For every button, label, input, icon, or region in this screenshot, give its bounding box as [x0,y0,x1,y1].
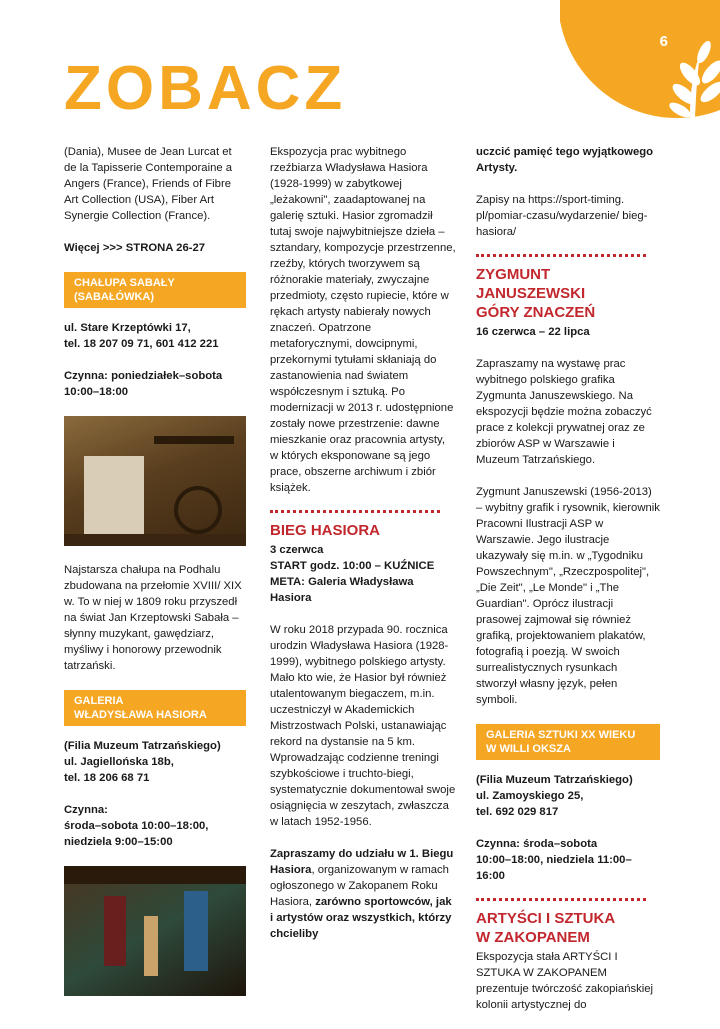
column-1 [64,144,246,1012]
sabala-contact [64,320,246,352]
banner-shape-2 [184,891,208,971]
intro-text: (Dania), Musee de Jean Lurcat et de la Tapisserie Contemporaine a Angers (France), Friends of Fibre Art Collection (USA), Fiber Art Synergie Collection (France). [64,146,233,222]
hasior-hours-2: niedziela 9:00–15:00 [64,836,173,848]
page-title: ZOBACZ [64,54,347,123]
bieg-date: 3 czerwca [270,544,324,556]
column-3 [476,144,660,1029]
sabala-hours-label: Czynna: poniedziałek–sobota [64,370,223,382]
page-number: 6 [659,33,668,50]
oksza-hours [476,836,660,884]
sabala-phone: tel. 18 207 09 71, 601 412 221 [64,338,219,350]
bieg-continued: uczcić pamięć tego wyjątkowego Artysty. [476,146,654,174]
januszewski-heading-line1: ZYGMUNT JANUSZEWSKI [476,266,586,302]
wheel-shape [174,486,222,534]
oksza-contact [476,772,660,820]
section-divider [476,898,646,901]
hasior-gallery-tag [64,690,246,726]
artysci-heading-line1: ARTYŚCI I SZTUKA [476,910,616,927]
hasior-hours-1: środa–sobota 10:00–18:00, [64,820,209,832]
januszewski-p1: Zapraszamy na wystawę prac wybitnego polskiego grafika Zygmunta Januszewskiego. Na ekspozycji będzie można zobaczyć prace z kolekcji prywatnej oraz ze zbiorów ASP w Warszawie i Muzeum Tatrzańskiego. [476,358,652,466]
more-link[interactable]: Więcej >>> STRONA 26-27 [64,242,206,254]
wheat-icon [650,40,720,118]
bieg-invite-mid: , organizowanym w ramach ogłoszonego w Zakopanem Roku Hasiora, [270,864,449,908]
hasior-contact [64,738,246,786]
ceiling-shape [64,866,246,884]
bieg-body: W roku 2018 przypada 90. rocznica urodzin Władysława Hasiora (1928-1999), wybitnego polskiego artysty. Mało kto wie, że Hasior był również utalentowanym biegaczem, m.in. uczestniczył w Akademickich Mistrzostwach Polski, ustanawiając rekord na dystansie na 5 km. Wprowadzając codzienne treningi szybkościowe i truchto-biegi, systematycznie dokumentował swoje osiągnięcia w zeszytach, zwłaszcza w latach 1952-1956. [270,624,456,828]
bieg-heading: BIEG HASIORA [270,522,381,539]
sabala-tag-line2: (SABAŁÓWKA) [74,291,155,303]
bieg-details [270,542,456,606]
sabala-hours [64,368,246,400]
hasior-tag-line2: WŁADYSŁAWA HASIORA [74,709,207,721]
sculpture-shape [144,916,158,976]
section-divider [270,510,440,513]
hasior-gallery-photo [64,866,246,996]
oksza-phone: tel. 692 029 817 [476,806,559,818]
artysci-body: Ekspozycja stała ARTYŚCI I SZTUKA W ZAKOPANEM prezentuje twórczość zakopiańskiej kolonii artystycznej do [476,951,654,1011]
section-divider [476,254,646,257]
sabala-tag-line1: CHAŁUPA SABAŁY [74,277,175,289]
bieg-invite-bold: Zapraszamy do udziału w 1. Biegu Hasiora [270,848,454,876]
artysci-heading [476,909,660,947]
page-corner [560,0,720,118]
oksza-tag-line1: GALERIA SZTUKI XX WIEKU [486,729,636,741]
sabala-address: ul. Stare Krzeptówki 17, [64,322,191,334]
banner-shape-1 [104,896,126,966]
column-2 [270,144,456,958]
bieg-invite [270,846,456,942]
artysci-heading-line2: W ZAKOPANEM [476,929,590,946]
sabala-hours-value: 10:00–18:00 [64,386,129,398]
oksza-tag [476,724,660,760]
oksza-address: ul. Zamoyskiego 25, [476,790,584,802]
oksza-hours-label: Czynna: środa–sobota [476,838,598,850]
sabala-desc: Najstarsza chałupa na Podhalu zbudowana na przełomie XVIII/ XIX w. To w niej w 1809 roku przyszedł na świat Jan Krzeptowski Sabała – słynny muzykant, gawędziarz, myśliwy i honorowy przewodnik tatrzański. [64,564,242,672]
januszewski-p2: Zygmunt Januszewski (1956-2013) – wybitny grafik i rysownik, kierownik Pracowni Ilustracji ASP w Warszawie. Jego ilustracje ukazywały się m.in. w „Tygodniku Powszechnym", „Rzeczpospolitej", „Die Zeit", „Le Monde" i „The Guardian". Oprócz ilustracji prasowej zajmował się również grafiką, projektowaniem plakatów, fotografią i poezją. W swoich surrealistycznych rysunkach stworzył własny język, pełen symboli. [476,486,660,706]
floor-shape [64,534,246,546]
hasior-tag-line1: GALERIA [74,695,124,707]
januszewski-heading-line2: GÓRY ZNACZEŃ [476,304,596,321]
hasior-phone: tel. 18 206 68 71 [64,772,150,784]
signup-link[interactable]: Zapisy na https://sport-timing. pl/pomiar-czasu/wydarzenie/ bieg-hasiora/ [476,194,648,238]
bieg-meta: META: Galeria Władysława Hasiora [270,576,414,604]
sabala-interior-photo [64,416,246,546]
oksza-branch: (Filia Muzeum Tatrzańskiego) [476,774,633,786]
hasior-hours [64,802,246,850]
hasior-address: ul. Jagiellońska 18b, [64,756,174,768]
bieg-invite-bold2: zarówno sportowców, jak i artystów oraz wszystkich, którzy chcieliby [270,896,452,940]
hasior-branch: (Filia Muzeum Tatrzańskiego) [64,740,221,752]
sabala-tag [64,272,246,308]
oksza-tag-line2: W WILLI OKSZA [486,743,571,755]
shelf-shape [154,436,234,444]
januszewski-heading [476,265,660,322]
bieg-start: START godz. 10:00 – KUŹNICE [270,560,435,572]
januszewski-dates: 16 czerwca – 22 lipca [476,326,590,338]
hasior-hours-label: Czynna: [64,804,108,816]
oksza-hours-value: 10:00–18:00, niedziela 11:00–16:00 [476,854,632,882]
hasior-exhibit-text: Ekspozycja prac wybitnego rzeźbiarza Władysława Hasiora (1928-1999) w zabytkowej „leżakowni", zaadaptowanej na galerię sztuki. Hasior zgromadził tutaj swoje najwybitniejsze dzieła – sztandary, kompozycje przestrzenne, rzeźby, których tworzywem są różnorakie materiały, zwyczajne przedmioty, często rupiecie, które w rękach artysty nabierały nowych znaczeń. Opatrzone metaforycznymi, dowcipnymi, przekornymi tytułami skłaniają do zastanowienia nad światem współczesnym i sztuką. Po modernizacji w 2013 r. udostępnione zostały nowe przestrzenie: dawne mieszkanie oraz pracownia artysty, w których eksponowane są jego prace, obszerne archiwum i zbiór książek. [270,146,456,494]
stove-shape [84,456,144,536]
